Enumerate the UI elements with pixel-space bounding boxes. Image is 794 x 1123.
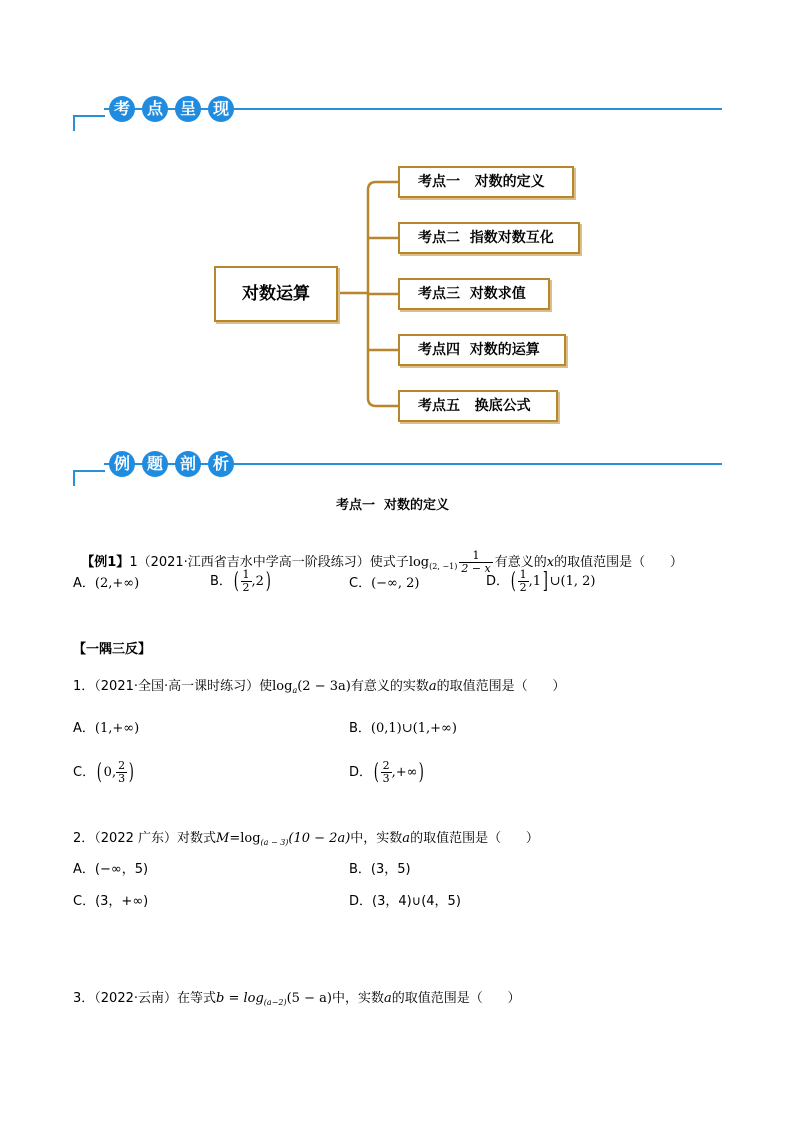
mindmap-item: 考点五 换底公式 [398,390,558,422]
practice-q1-option-a: A．(1,+∞) [73,721,140,736]
mindmap-root: 对数运算 [214,266,338,322]
question-prefix: 1（2021·江西省吉水中学高一阶段练习）使式子 [129,555,409,570]
practice-q2: 2．（2022 广东）对数式$M=\log_{(a - 3)}(10 - 2a)$中，实数a的取值范围是（ ） [73,831,539,847]
log-base: (2, −1) [429,562,458,571]
mindmap-item: 考点四 对数的运算 [398,334,566,366]
practice-q3: 3．（2022·云南）在等式$b = \log_{(a-2)}(5 - a)$中，实数a的取值范围是（ ） [73,991,521,1007]
example-label: 【例1】 [81,555,130,570]
header-char: 呈 [175,96,201,122]
header-corner [73,470,75,486]
header-char: 现 [208,96,234,122]
mindmap-item: 考点三 对数求值 [398,278,550,310]
mindmap-item: 考点二 指数对数互化 [398,222,580,254]
practice-heading: 【一隅三反】 [73,642,152,657]
header-char: 析 [208,451,234,477]
practice-q2-option-d: D．(3，4)∪(4，5) [349,894,461,909]
practice-q1-option-d: D．( $\frac{2}{3}$ ,+∞) [349,759,425,785]
example-1-option-b: B．( $\frac{1}{2}$ ,2) [210,568,271,594]
question-mid: 有意义的 [494,555,547,570]
header-char: 点 [142,96,168,122]
example-1-option-a: A．(2,+∞) [73,576,140,591]
frac-denominator: 2 − x [461,562,491,575]
frac-numerator: 1 [459,550,492,563]
header-char: 剖 [175,451,201,477]
practice-q2-option-c: C．(3，+∞) [73,894,149,909]
practice-q1-option-b: B．(0,1)∪(1,+∞) [349,721,457,736]
header-char: 考 [109,96,135,122]
mindmap-item: 考点一 对数的定义 [398,166,574,198]
header-corner-top [73,470,105,472]
log-symbol: log [408,555,430,570]
header-char: 例 [109,451,135,477]
topic-title: 考点一 对数的定义 [336,498,450,513]
example-1-option-c: C．(−∞, 2) [349,576,420,591]
practice-q1: 1．（2021·全国·高一课时练习）使$\log_a(2 - 3a)$有意义的实数a的取值范围是（ ） [73,679,566,695]
practice-q2-option-a: A．(−∞，5) [73,862,149,877]
practice-q2-option-b: B．(3，5) [349,862,411,877]
question-suffix: 的取值范围是（ ） [554,555,683,570]
example-1-option-d: D．( $\frac{1}{2}$ ,1] ∪(1, 2) [486,568,596,594]
mindmap-connectors [0,0,794,440]
practice-q1-option-c: C．( 0, $\frac{2}{3}$ ) [73,759,134,785]
math-var: x [546,555,555,570]
header-char: 题 [142,451,168,477]
